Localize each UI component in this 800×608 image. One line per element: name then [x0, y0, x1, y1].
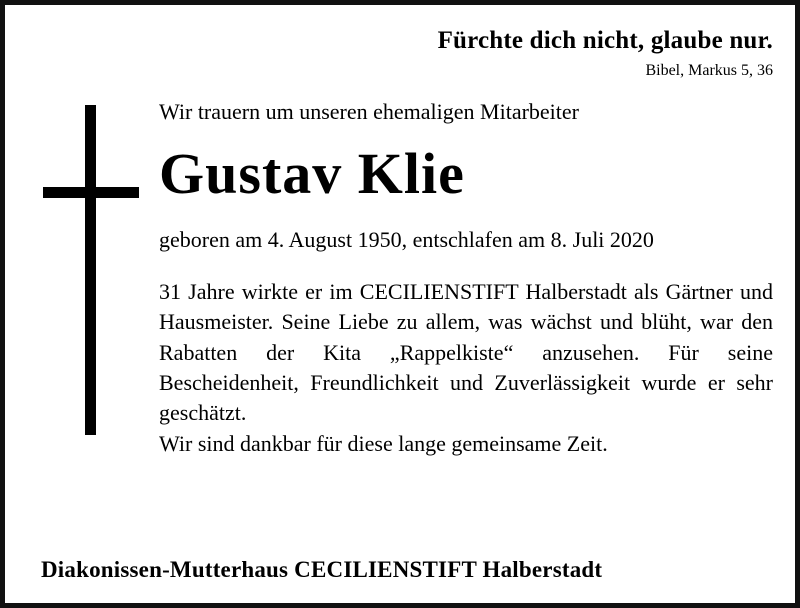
obituary-inner — [5, 5, 795, 603]
tribute-paragraph: 31 Jahre wirkte er im CECILIENSTIFT Halberstadt als Gärtner und Hausmeister. Seine Liebe zu allem, was wächst und blüht, war den Rabatten der Kita „Rappelkiste“ anzusehen. Für seine Bescheidenheit, Freundlichkeit und Zuverlässigkeit wurde er sehr geschätzt. — [159, 279, 773, 426]
tribute-paragraph: Wir sind dankbar für diese lange gemeinsame Zeit. — [159, 430, 608, 456]
birth-death-dates: geboren am 4. August 1950, entschlafen am 8. Juli 2020 — [159, 226, 654, 252]
bible-verse: Fürchte dich nicht, glaube nur. — [437, 27, 773, 54]
cross-vertical-bar — [85, 105, 96, 435]
organization-name: Diakonissen-Mutterhaus CECILIENSTIFT Halberstadt — [41, 557, 603, 582]
deceased-name: Gustav Klie — [159, 140, 465, 206]
bible-verse-source: Bibel, Markus 5, 36 — [645, 61, 773, 79]
cross-horizontal-bar — [43, 187, 139, 198]
obituary-content — [159, 27, 773, 459]
tribute-text — [159, 277, 773, 459]
mourning-intro: Wir trauern um unseren ehemaligen Mitarbeiter — [159, 99, 579, 125]
cross-icon — [43, 105, 143, 435]
